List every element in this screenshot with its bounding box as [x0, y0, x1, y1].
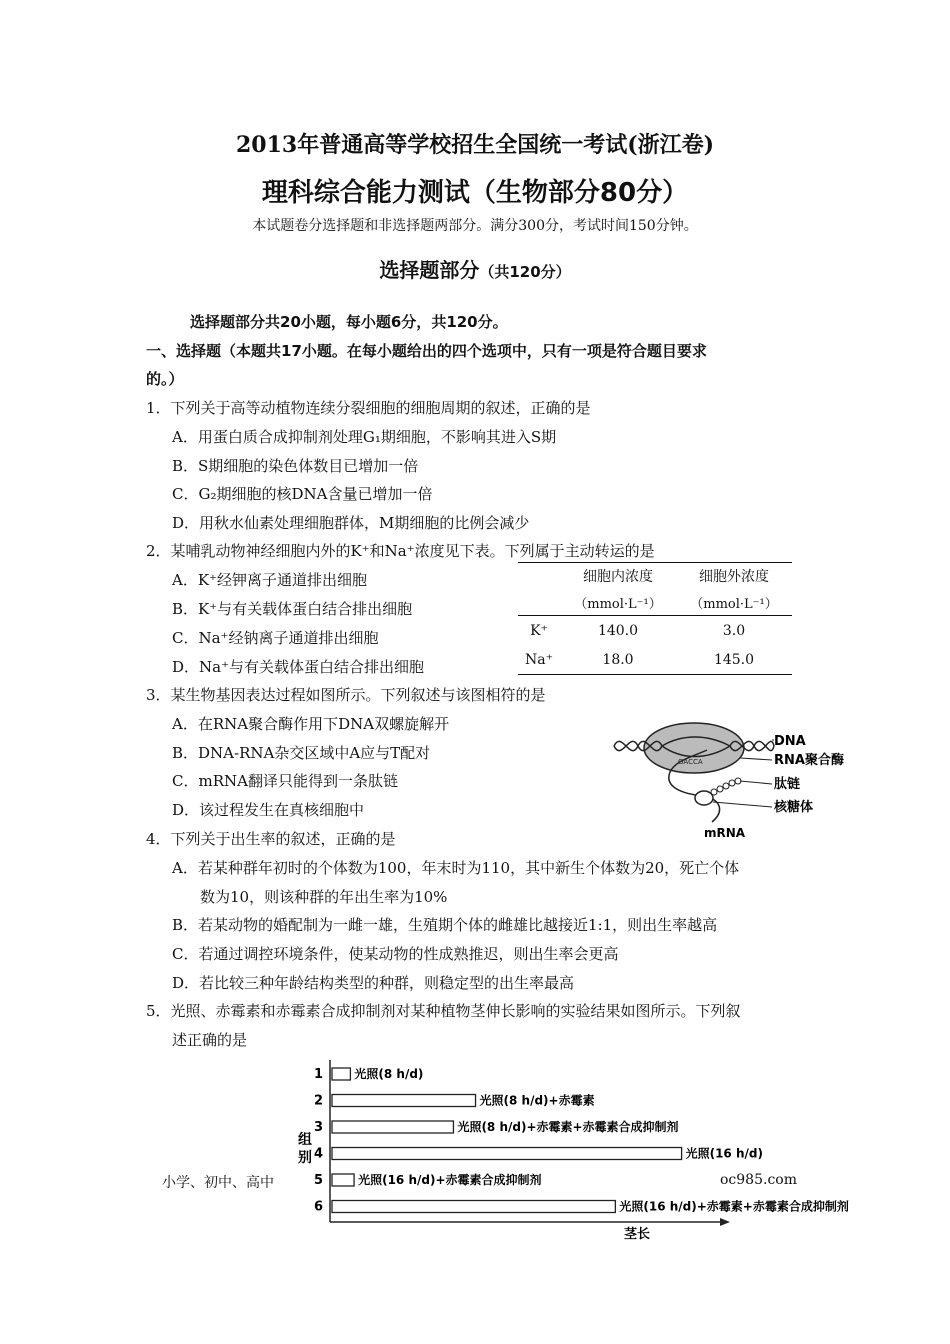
q1-option-a: A．用蛋白质合成抑制剂处理G₁期细胞，不影响其进入S期	[172, 428, 557, 446]
category-tick-label: 6	[314, 1199, 324, 1215]
q1-option-b: B．S期细胞的染色体数目已增加一倍	[172, 457, 419, 475]
q2-option-a: A．K⁺经钾离子通道排出细胞	[172, 571, 367, 589]
q3-option-a: A．在RNA聚合酶作用下DNA双螺旋解开	[172, 715, 450, 733]
bar	[332, 1201, 615, 1213]
table-cell: 18.0	[602, 651, 634, 668]
instructions-line2: 一、选择题（本题共17小题。在每小题给出的四个选项中，只有一项是符合题目要求	[146, 342, 707, 360]
figure-label-peptide: 肽链	[774, 777, 801, 792]
q4-option-b: B．若某动物的婚配制为一雌一雄，生殖期个体的雌雄比越接近1:1，则出生率越高	[172, 916, 718, 934]
q3-option-d: D．该过程发生在真核细胞中	[172, 801, 365, 819]
exam-subtitle: 理科综合能力测试（生物部分80分）	[261, 178, 689, 208]
category-tick-label: 5	[314, 1173, 324, 1188]
section-title-main: 选择题部分	[379, 258, 480, 282]
q5-stem-line2: 述正确的是	[172, 1031, 248, 1049]
category-tick-label: 4	[314, 1146, 324, 1162]
x-axis-arrow	[720, 1218, 730, 1226]
q2-option-c: C．Na⁺经钠离子通道排出细胞	[172, 629, 379, 647]
section-title	[0, 254, 950, 283]
exam-title: 2013年普通高等学校招生全国统一考试(浙江卷)	[235, 132, 715, 158]
y-axis-label-2: 别	[298, 1150, 312, 1166]
q2-stem: 2．某哺乳动物神经细胞内外的K⁺和Na⁺浓度见下表。下列属于主动转运的是	[146, 542, 655, 560]
footer-right: oc985.com	[720, 1172, 797, 1188]
table-cell: 145.0	[713, 651, 755, 668]
q3-stem: 3．某生物基因表达过程如图所示。下列叙述与该图相符的是	[146, 686, 546, 704]
q4-stem: 4．下列关于出生率的叙述，正确的是	[146, 830, 396, 848]
bar	[332, 1095, 476, 1107]
table-head-outside: 细胞外浓度	[699, 569, 769, 585]
q5-stem-line1: 5．光照、赤霉素和赤霉素合成抑制剂对某种植物茎伸长影响的实验结果如图所示。下列叙	[146, 1002, 741, 1020]
q2-option-d: D．Na⁺与有关载体蛋白结合排出细胞	[172, 658, 425, 676]
q4-option-a-line2: 数为10，则该种群的年出生率为10%	[200, 888, 448, 906]
figure-label-dna: DNA	[774, 734, 806, 749]
q1-stem: 1．下列关于高等动植物连续分裂细胞的细胞周期的叙述，正确的是	[146, 399, 591, 417]
table-cell: 3.0	[722, 622, 746, 639]
bar-label: 光照(16 h/d)+赤霉素+赤霉素合成抑制剂	[619, 1199, 849, 1214]
bar	[332, 1121, 453, 1133]
gene-expression-figure	[612, 712, 862, 840]
sequence-label: GACCA	[678, 758, 703, 766]
bar-label: 光照(8 h/d)+赤霉素+赤霉素合成抑制剂	[457, 1120, 679, 1134]
category-tick-label: 3	[314, 1120, 324, 1135]
figure-label-ribosome: 核糖体	[774, 800, 814, 815]
bar-label: 光照(8 h/d)+赤霉素	[479, 1093, 595, 1108]
concentration-table	[518, 562, 792, 675]
q1-option-c: C．G₂期细胞的核DNA含量已增加一倍	[172, 485, 433, 503]
bar	[332, 1148, 682, 1160]
table-row-ion: Na⁺	[525, 651, 553, 668]
y-axis-label: 组	[298, 1132, 312, 1148]
figure-label-rna-polymerase: RNA聚合酶	[774, 753, 844, 768]
table-row-ion: K⁺	[530, 622, 548, 639]
q3-option-c: C．mRNA翻译只能得到一条肽链	[172, 772, 398, 790]
q1-option-d: D．用秋水仙素处理细胞群体，M期细胞的比例会减少	[172, 514, 530, 532]
q4-option-d: D．若比较三种年龄结构类型的种群，则稳定型的出生率最高	[172, 974, 575, 992]
category-tick-label: 1	[314, 1067, 324, 1082]
figure-label-mrna: mRNA	[704, 826, 746, 840]
bar-label: 光照(16 h/d)+赤霉素合成抑制剂	[358, 1173, 542, 1187]
table-cell: 140.0	[597, 622, 639, 639]
ribosome-shape	[695, 791, 713, 805]
table-unit-outside: （mmol·L⁻¹）	[690, 596, 778, 612]
instructions-line1: 选择题部分共20小题，每小题6分，共120分。	[190, 313, 508, 331]
q4-option-c: C．若通过调控环境条件，使某动物的性成熟推迟，则出生率会更高	[172, 945, 619, 963]
instructions-line3: 的。）	[146, 370, 184, 388]
bar	[332, 1068, 350, 1080]
table-head-inside: 细胞内浓度	[583, 569, 653, 585]
peptide-chain	[711, 778, 741, 795]
q3-option-b: B．DNA-RNA杂交区域中A应与T配对	[172, 744, 431, 762]
footer-left: 小学、初中、高中	[162, 1175, 274, 1191]
q2-option-b: B．K⁺与有关载体蛋白结合排出细胞	[172, 600, 413, 618]
bar-label: 光照(16 h/d)	[685, 1146, 763, 1161]
section-note: （共120分）	[479, 263, 571, 281]
bar-label: 光照(8 h/d)	[354, 1067, 424, 1081]
x-axis-label: 茎长	[624, 1227, 651, 1242]
category-tick-label: 2	[314, 1093, 324, 1109]
table-unit-inside: （mmol·L⁻¹）	[574, 596, 662, 612]
q4-option-a-line1: A．若某种群年初时的个体数为100，年末时为110，其中新生个体数为20，死亡个体	[172, 859, 740, 877]
exam-intro: 本试题卷分选择题和非选择题两部分。满分300分，考试时间150分钟。	[252, 218, 698, 234]
bar	[332, 1174, 354, 1186]
